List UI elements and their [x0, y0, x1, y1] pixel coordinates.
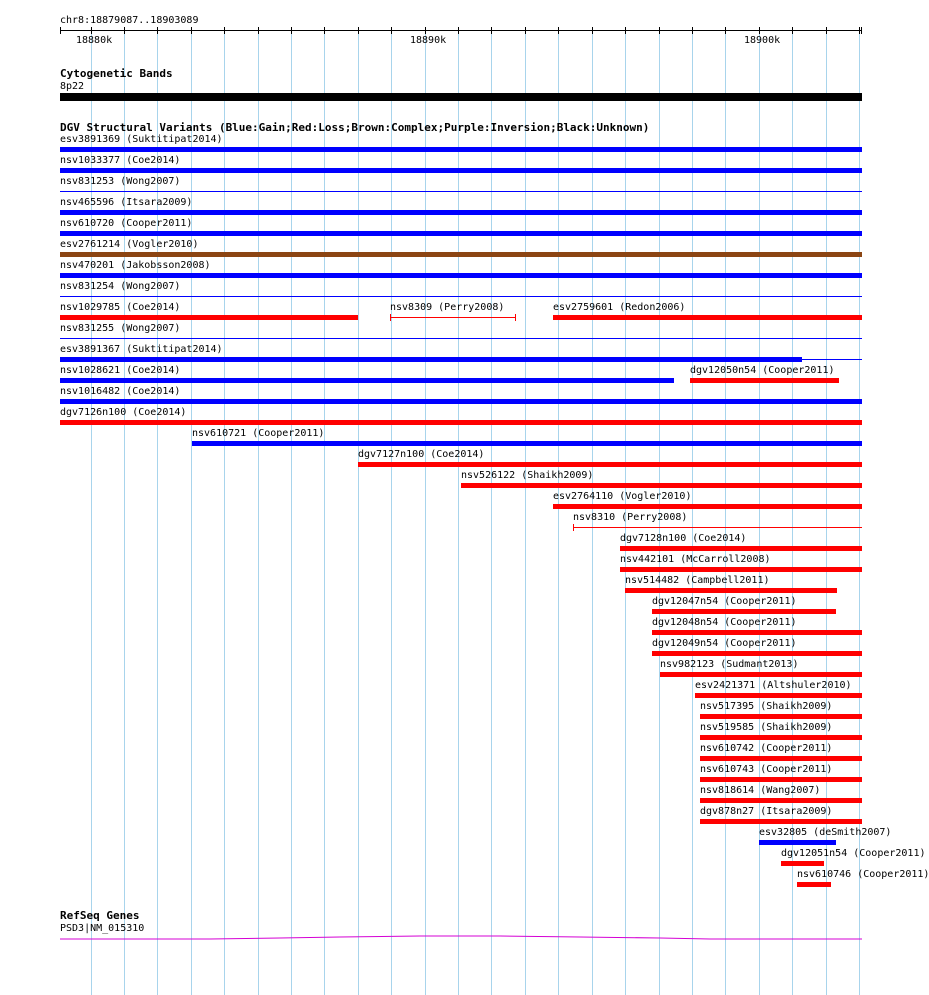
variant-bar[interactable]	[358, 462, 862, 467]
ruler-tick	[224, 27, 225, 34]
gridline	[157, 30, 158, 995]
gridline	[358, 30, 359, 995]
variant-bar[interactable]	[60, 420, 862, 425]
ruler-tick	[592, 27, 593, 34]
gridline	[558, 30, 559, 995]
variant-label[interactable]: nsv831253 (Wong2007)	[60, 176, 181, 187]
gridline	[224, 30, 225, 995]
variant-bar[interactable]	[781, 861, 824, 866]
variant-bar[interactable]	[60, 252, 862, 257]
ruler-tick	[725, 27, 726, 34]
variant-bar[interactable]	[60, 191, 862, 192]
gridline	[91, 30, 92, 995]
variant-bar[interactable]	[802, 359, 862, 360]
ruler-major-label: 18900k	[744, 35, 781, 46]
variant-bar[interactable]	[660, 672, 862, 677]
variant-bar[interactable]	[700, 777, 862, 782]
ruler-tick	[792, 27, 793, 34]
variant-label[interactable]: nsv519585 (Shaikh2009)	[700, 722, 833, 733]
variant-bar[interactable]	[461, 483, 862, 488]
variant-label[interactable]: esv2759601 (Redon2006)	[553, 302, 686, 313]
variant-label[interactable]: nsv818614 (Wang2007)	[700, 785, 821, 796]
variant-bar[interactable]	[60, 315, 358, 320]
refseq-gene-label: PSD3|NM_015310	[60, 923, 145, 934]
variant-bar[interactable]	[625, 588, 837, 593]
variant-bar[interactable]	[700, 819, 862, 824]
ruler-end-tick	[861, 27, 862, 34]
ruler-line	[60, 30, 862, 31]
variant-bar[interactable]	[652, 651, 862, 656]
variant-label[interactable]: esv3891369 (Suktitipat2014)	[60, 134, 223, 145]
variant-label[interactable]: dgv12051n54 (Cooper2011)	[781, 848, 926, 859]
variant-bar[interactable]	[695, 693, 862, 698]
variant-label[interactable]: nsv610743 (Cooper2011)	[700, 764, 833, 775]
variant-bar[interactable]	[620, 567, 862, 572]
variant-label[interactable]: nsv8310 (Perry2008)	[573, 512, 688, 523]
variant-label[interactable]: esv32805 (deSmith2007)	[759, 827, 892, 838]
variant-label[interactable]: nsv514482 (Campbell2011)	[625, 575, 770, 586]
variant-bar[interactable]	[60, 296, 862, 297]
variant-bar[interactable]	[390, 314, 391, 321]
ruler-tick	[525, 27, 526, 34]
variant-bar[interactable]	[700, 756, 862, 761]
cytoband-track-title: Cytogenetic Bands	[60, 67, 173, 80]
variant-bar[interactable]	[192, 441, 862, 446]
variant-bar[interactable]	[553, 504, 862, 509]
variant-label[interactable]: nsv442101 (McCarroll2008)	[620, 554, 771, 565]
variant-label[interactable]: dgv12048n54 (Cooper2011)	[652, 617, 797, 628]
variant-label[interactable]: nsv831254 (Wong2007)	[60, 281, 181, 292]
variant-bar[interactable]	[60, 273, 862, 278]
variant-bar[interactable]	[60, 378, 674, 383]
variant-bar[interactable]	[620, 546, 862, 551]
variant-bar[interactable]	[573, 524, 574, 531]
gridline	[692, 30, 693, 995]
variant-bar[interactable]	[690, 378, 839, 383]
variant-label[interactable]: dgv7128n100 (Coe2014)	[620, 533, 747, 544]
variant-label[interactable]: nsv517395 (Shaikh2009)	[700, 701, 833, 712]
gridline	[759, 30, 760, 995]
variant-label[interactable]: nsv470201 (Jakobsson2008)	[60, 260, 211, 271]
ruler-tick	[291, 27, 292, 34]
ruler-tick	[258, 27, 259, 34]
ruler-tick	[759, 27, 760, 34]
ruler-tick	[458, 27, 459, 34]
gridline	[425, 30, 426, 995]
gridline	[124, 30, 125, 995]
cytoband-bar[interactable]	[60, 93, 862, 101]
ruler-tick	[425, 27, 426, 34]
ruler-tick	[558, 27, 559, 34]
variant-label[interactable]: esv2761214 (Vogler2010)	[60, 239, 199, 250]
variant-label[interactable]: dgv12049n54 (Cooper2011)	[652, 638, 797, 649]
gridline	[258, 30, 259, 995]
variant-label[interactable]: nsv610721 (Cooper2011)	[192, 428, 325, 439]
gridline	[191, 30, 192, 995]
ruler-position-label: chr8:18879087..18903089	[60, 15, 199, 26]
variant-bar[interactable]	[700, 798, 862, 803]
variant-bar[interactable]	[797, 882, 831, 887]
ruler-tick	[826, 27, 827, 34]
variant-label[interactable]: nsv8309 (Perry2008)	[390, 302, 505, 313]
ruler-tick	[124, 27, 125, 34]
gridline	[291, 30, 292, 995]
variant-label[interactable]: dgv878n27 (Itsara2009)	[700, 806, 833, 817]
gridline	[525, 30, 526, 995]
variant-bar[interactable]	[652, 630, 862, 635]
variant-bar[interactable]	[60, 168, 862, 173]
variant-label[interactable]: nsv982123 (Sudmant2013)	[660, 659, 799, 670]
variant-label[interactable]: nsv610746 (Cooper2011)	[797, 869, 929, 880]
variant-label[interactable]: esv2764110 (Vogler2010)	[553, 491, 692, 502]
gridline	[324, 30, 325, 995]
variant-label[interactable]: nsv1016482 (Coe2014)	[60, 386, 181, 397]
variant-label[interactable]: nsv1033377 (Coe2014)	[60, 155, 181, 166]
variant-bar[interactable]	[553, 315, 862, 320]
gridline	[458, 30, 459, 995]
variant-bar[interactable]	[60, 399, 862, 404]
variant-bar[interactable]	[60, 210, 862, 215]
ruler-tick	[659, 27, 660, 34]
variant-bar[interactable]	[60, 147, 862, 152]
ruler-tick	[491, 27, 492, 34]
ruler-tick	[157, 27, 158, 34]
ruler-tick	[324, 27, 325, 34]
ruler-tick	[91, 27, 92, 34]
variant-label[interactable]: nsv831255 (Wong2007)	[60, 323, 181, 334]
variant-label[interactable]: esv2421371 (Altshuler2010)	[695, 680, 852, 691]
variant-bar[interactable]	[759, 840, 836, 845]
variant-bar[interactable]	[60, 231, 862, 236]
variant-label[interactable]: nsv1028621 (Coe2014)	[60, 365, 181, 376]
variant-bar[interactable]	[515, 314, 516, 321]
variant-label[interactable]: dgv7127n100 (Coe2014)	[358, 449, 485, 460]
ruler-major-label: 18890k	[410, 35, 447, 46]
variant-bar[interactable]	[60, 338, 862, 339]
ruler-major-label: 18880k	[76, 35, 113, 46]
ruler-end-tick	[60, 27, 61, 34]
variant-label[interactable]: nsv526122 (Shaikh2009)	[461, 470, 594, 481]
variant-label[interactable]: nsv1029785 (Coe2014)	[60, 302, 181, 313]
ruler-tick	[358, 27, 359, 34]
gridline	[491, 30, 492, 995]
variant-label[interactable]: dgv12050n54 (Cooper2011)	[690, 365, 835, 376]
gridline	[725, 30, 726, 995]
variant-bar[interactable]	[390, 317, 515, 318]
refseq-track-title: RefSeq Genes	[60, 909, 140, 922]
refseq-gene-line[interactable]	[60, 930, 862, 944]
ruler-tick	[692, 27, 693, 34]
variant-label[interactable]: esv3891367 (Suktitipat2014)	[60, 344, 223, 355]
variant-label[interactable]: dgv7126n100 (Coe2014)	[60, 407, 187, 418]
variant-bar[interactable]	[60, 357, 802, 362]
gridline	[391, 30, 392, 995]
variant-bar[interactable]	[700, 735, 862, 740]
variant-bar[interactable]	[700, 714, 862, 719]
variant-label[interactable]: nsv610742 (Cooper2011)	[700, 743, 833, 754]
ruler-tick	[859, 27, 860, 34]
variant-label[interactable]: nsv465596 (Itsara2009)	[60, 197, 193, 208]
variant-bar[interactable]	[573, 527, 862, 528]
variant-label[interactable]: nsv610720 (Cooper2011)	[60, 218, 193, 229]
variant-bar[interactable]	[652, 609, 836, 614]
dgv-track-title: DGV Structural Variants (Blue:Gain;Red:Loss;Brown:Complex;Purple:Inversion;Black:Unknown)	[60, 121, 650, 134]
ruler-tick	[391, 27, 392, 34]
variant-label[interactable]: dgv12047n54 (Cooper2011)	[652, 596, 797, 607]
ruler-tick	[625, 27, 626, 34]
ruler-tick	[191, 27, 192, 34]
cytoband-label: 8p22	[60, 81, 85, 92]
